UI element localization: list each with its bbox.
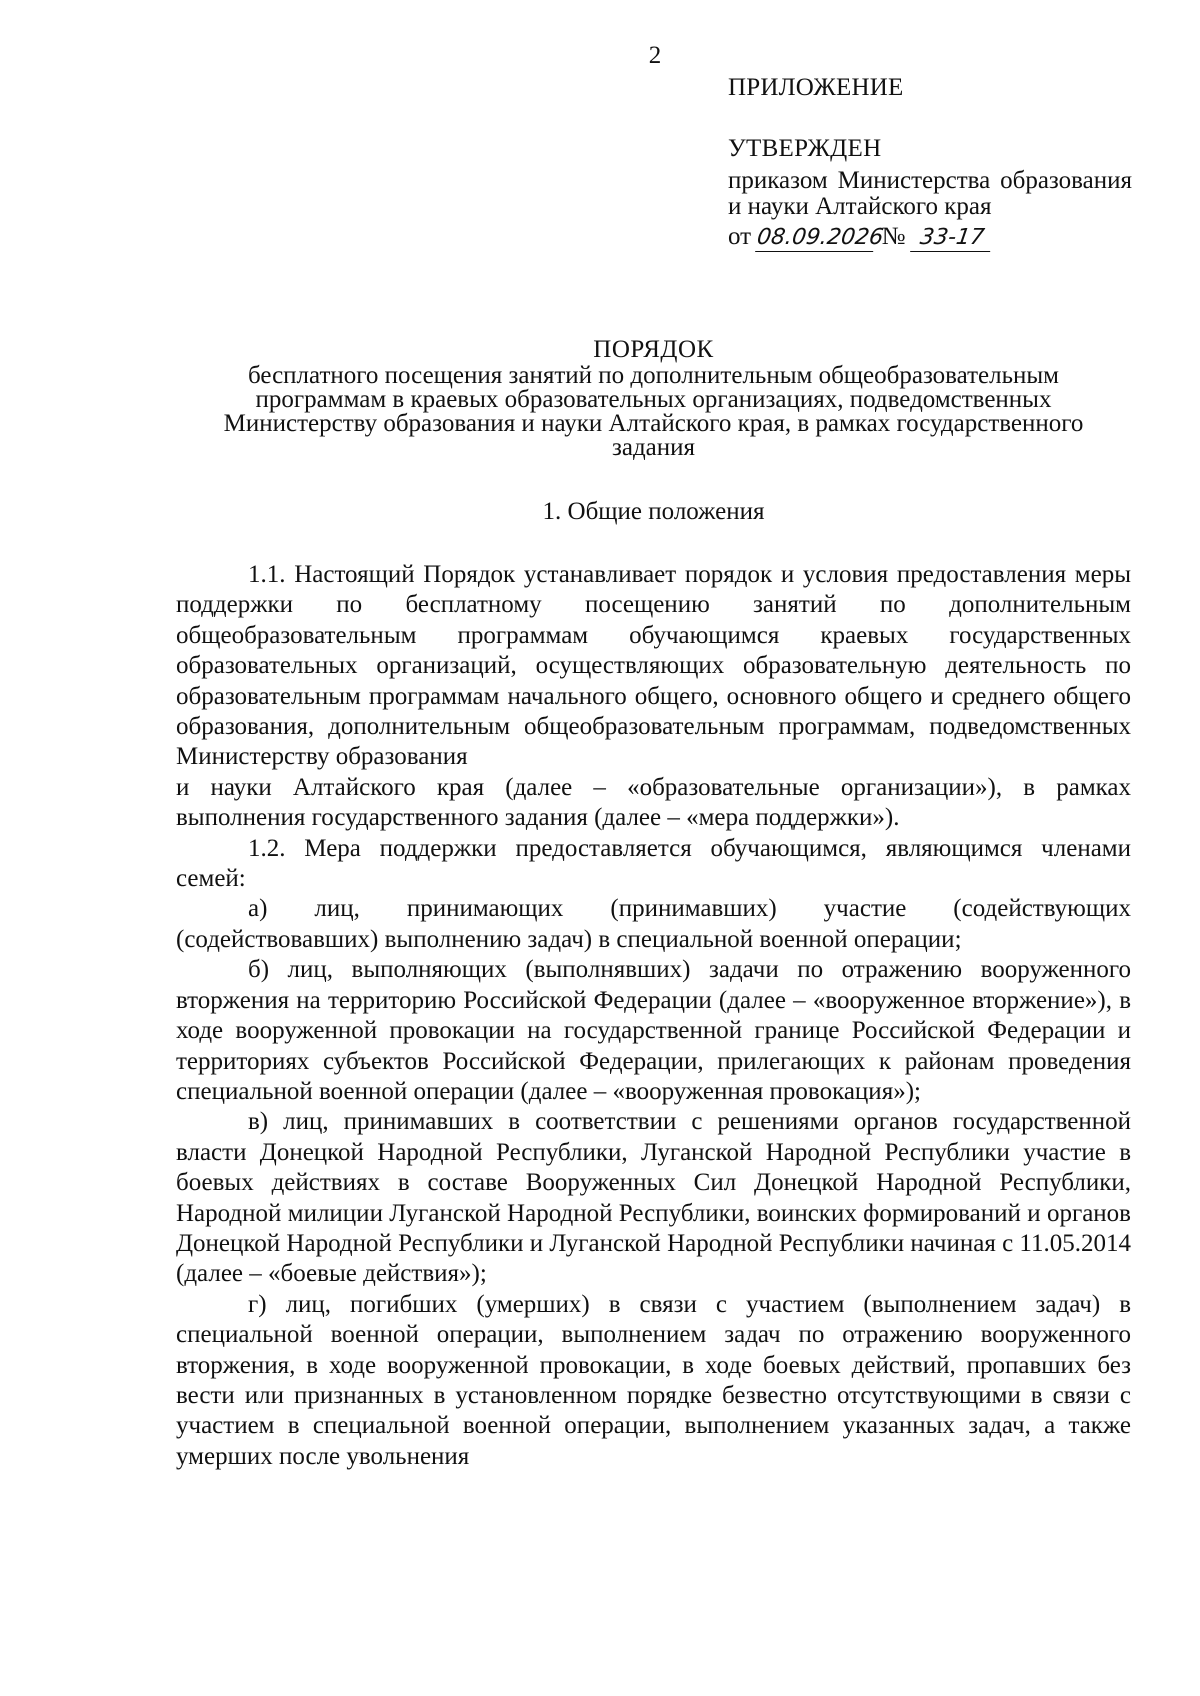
list-item-a: а) лиц, принимающих (принимавших) участие (содействующих (содействовавших) выполнению задач) в специальной военной операции; (176, 895, 1131, 953)
paragraph-1-2: 1.2. Мера поддержки предоставляется обучающимся, являющимся членами семей: (176, 834, 1131, 893)
paragraph-1-1: 1.1. Настоящий Порядок устанавливает порядок и условия предоставления меры поддержки по бесплатному посещению занятий по дополнительным общеобразовательным программам обучающимся краевых государственных образовательных организаций, осуществляющих образовательную деятельность по образовательным программам начального общего, основного общего и среднего общего образования, дополнительным общеобразовательным программам, подведомственных Министерству образования (176, 561, 1131, 771)
handwritten-number: 33-17 (910, 225, 994, 252)
document-body (176, 560, 1131, 1472)
paragraph-1-1-continued: и науки Алтайского края (далее – «образовательные организации»), в рамках выполнения государственного задания (далее – «мера поддержки»). (176, 773, 1131, 832)
number-prefix: № (881, 223, 906, 250)
order-date-line (728, 224, 1132, 252)
date-prefix: от (728, 223, 752, 250)
list-item-b: б) лиц, выполняющих (выполнявших) задачи по отражению вооруженного вторжения на территорию Российской Федерации (далее – «вооруженное вторжение»), в ходе вооруженной провокации на государственной границе Российской Федерации и территориях субъектов Российской Федерации, прилегающих к районам проведения специальной военной операции (далее – «вооруженная провокация»); (176, 956, 1131, 1105)
title-main: ПОРЯДОК (593, 336, 714, 363)
title-subtitle: бесплатного посещения занятий по дополнительным общеобразовательным программам в краевых образовательных организациях, подведомственных Министерству образования и науки Алтайского края, в рамках государственного задания (223, 362, 1084, 461)
section-heading: 1. Общие положения (542, 498, 765, 525)
list-item-g: г) лиц, погибших (умерших) в связи с участием (выполнением задач) в специальной военной операции, выполнением задач по отражению вооруженного вторжения, в ходе вооруженной провокации, в ходе боевых действий, пропавших без вести или признанных в установленном порядке безвестно отсутствующими в связи с участием в специальной военной операции, выполнением указанных задач, а также умерших после увольнения (176, 1290, 1131, 1470)
approved-label: УТВЕРЖДЕН (728, 135, 882, 162)
document-title (176, 338, 1131, 460)
handwritten-date: 08.09.2026 (755, 225, 886, 250)
appendix-label: ПРИЛОЖЕНИЕ (728, 74, 904, 101)
order-reference: приказом Министерства образования и науки Алтайского края (728, 167, 1132, 220)
approval-block (728, 75, 1132, 252)
page-number: 2 (648, 42, 662, 69)
list-item-v: в) лиц, принимавших в соответствии с решениями органов государственной власти Донецкой Народной Республики, Луганской Народной Республики участие в боевых действиях в составе Вооруженных Сил Донецкой Народной Республики, Народной милиции Луганской Народной Республики, воинских формирований и органов Донецкой Народной Республики и Луганской Народной Республики начиная с 11.05.2014 (далее – «боевые действия»); (176, 1108, 1131, 1288)
